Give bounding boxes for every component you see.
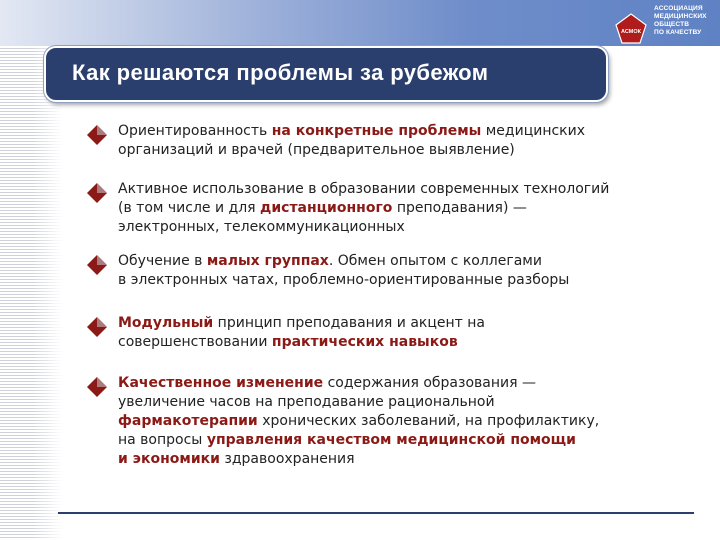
- diamond-bullet-icon: [86, 376, 108, 398]
- highlighted-text: Качественное изменение: [118, 375, 324, 391]
- text-segment: организаций и врачей (предварительное выявление): [118, 142, 515, 158]
- text-segment: Активное использование в образовании современных технологий: [118, 181, 610, 197]
- text-segment: здравоохранения: [219, 451, 355, 467]
- text-line: [118, 199, 609, 218]
- highlighted-text: управления качеством медицинской помощи: [206, 432, 576, 448]
- text-segment: Ориентированность: [118, 123, 272, 139]
- logo-line: МЕДИЦИНСКИХ: [654, 13, 707, 20]
- text-line: [118, 374, 599, 393]
- diamond-bullet-icon: [86, 182, 108, 204]
- header-band: [0, 0, 720, 46]
- text-segment: на вопросы: [118, 432, 207, 448]
- list-item-text: [118, 252, 569, 290]
- diamond-bullet-icon: [86, 254, 108, 276]
- highlighted-text: практических навыков: [271, 334, 458, 350]
- text-segment: (в том числе и для: [118, 200, 261, 216]
- highlighted-text: малых группах: [206, 253, 329, 269]
- list-item-text: [118, 122, 585, 160]
- text-segment: содержания образования —: [323, 375, 536, 391]
- text-segment: электронных, телекоммуникационных: [118, 219, 405, 235]
- text-segment: принцип преподавания и акцент на: [213, 315, 486, 331]
- logo-mark-text: АСМОК: [621, 29, 641, 35]
- text-line: [118, 122, 585, 141]
- logo-line: ОБЩЕСТВ: [654, 21, 690, 28]
- logo-line: АССОЦИАЦИЯ: [654, 5, 703, 12]
- text-segment: Обучение в: [118, 253, 207, 269]
- text-line: [118, 252, 569, 271]
- association-logo: [614, 2, 720, 44]
- diamond-bullet-icon: [86, 124, 108, 146]
- logo-text: [654, 5, 720, 37]
- bottom-divider: [58, 512, 694, 514]
- highlighted-text: Модульный: [118, 315, 214, 331]
- highlighted-text: на конкретные проблемы: [271, 123, 482, 139]
- text-line: [118, 412, 599, 431]
- text-segment: совершенствовании: [118, 334, 272, 350]
- highlighted-text: дистанционного: [260, 200, 393, 216]
- pentagon-logo-icon: [614, 12, 648, 46]
- text-line: [118, 333, 485, 352]
- text-line: [118, 393, 599, 412]
- diamond-bullet-icon: [86, 316, 108, 338]
- text-segment: в электронных чатах, проблемно-ориентированные разборы: [118, 272, 570, 288]
- slide-title: Как решаются проблемы за рубежом: [72, 60, 489, 85]
- text-line: [118, 431, 599, 450]
- text-segment: медицинских: [481, 123, 586, 139]
- text-line: [118, 141, 585, 160]
- list-item-text: [118, 180, 609, 237]
- text-segment: увеличение часов на преподавание рациональной: [118, 394, 495, 410]
- text-line: [118, 218, 609, 237]
- text-line: [118, 450, 599, 469]
- list-item-text: [118, 314, 485, 352]
- title-bar: [44, 46, 608, 102]
- text-line: [118, 271, 569, 290]
- text-segment: преподавания) —: [392, 200, 527, 216]
- text-line: [118, 314, 485, 333]
- list-item-text: [118, 374, 599, 469]
- text-line: [118, 180, 609, 199]
- text-segment: . Обмен опытом с коллегами: [328, 253, 542, 269]
- highlighted-text: и экономики: [118, 451, 220, 467]
- decorative-stripes: [0, 46, 62, 540]
- text-segment: хронических заболеваний, на профилактику,: [257, 413, 600, 429]
- logo-line: ПО КАЧЕСТВУ: [654, 29, 702, 36]
- highlighted-text: фармакотерапии: [118, 413, 258, 429]
